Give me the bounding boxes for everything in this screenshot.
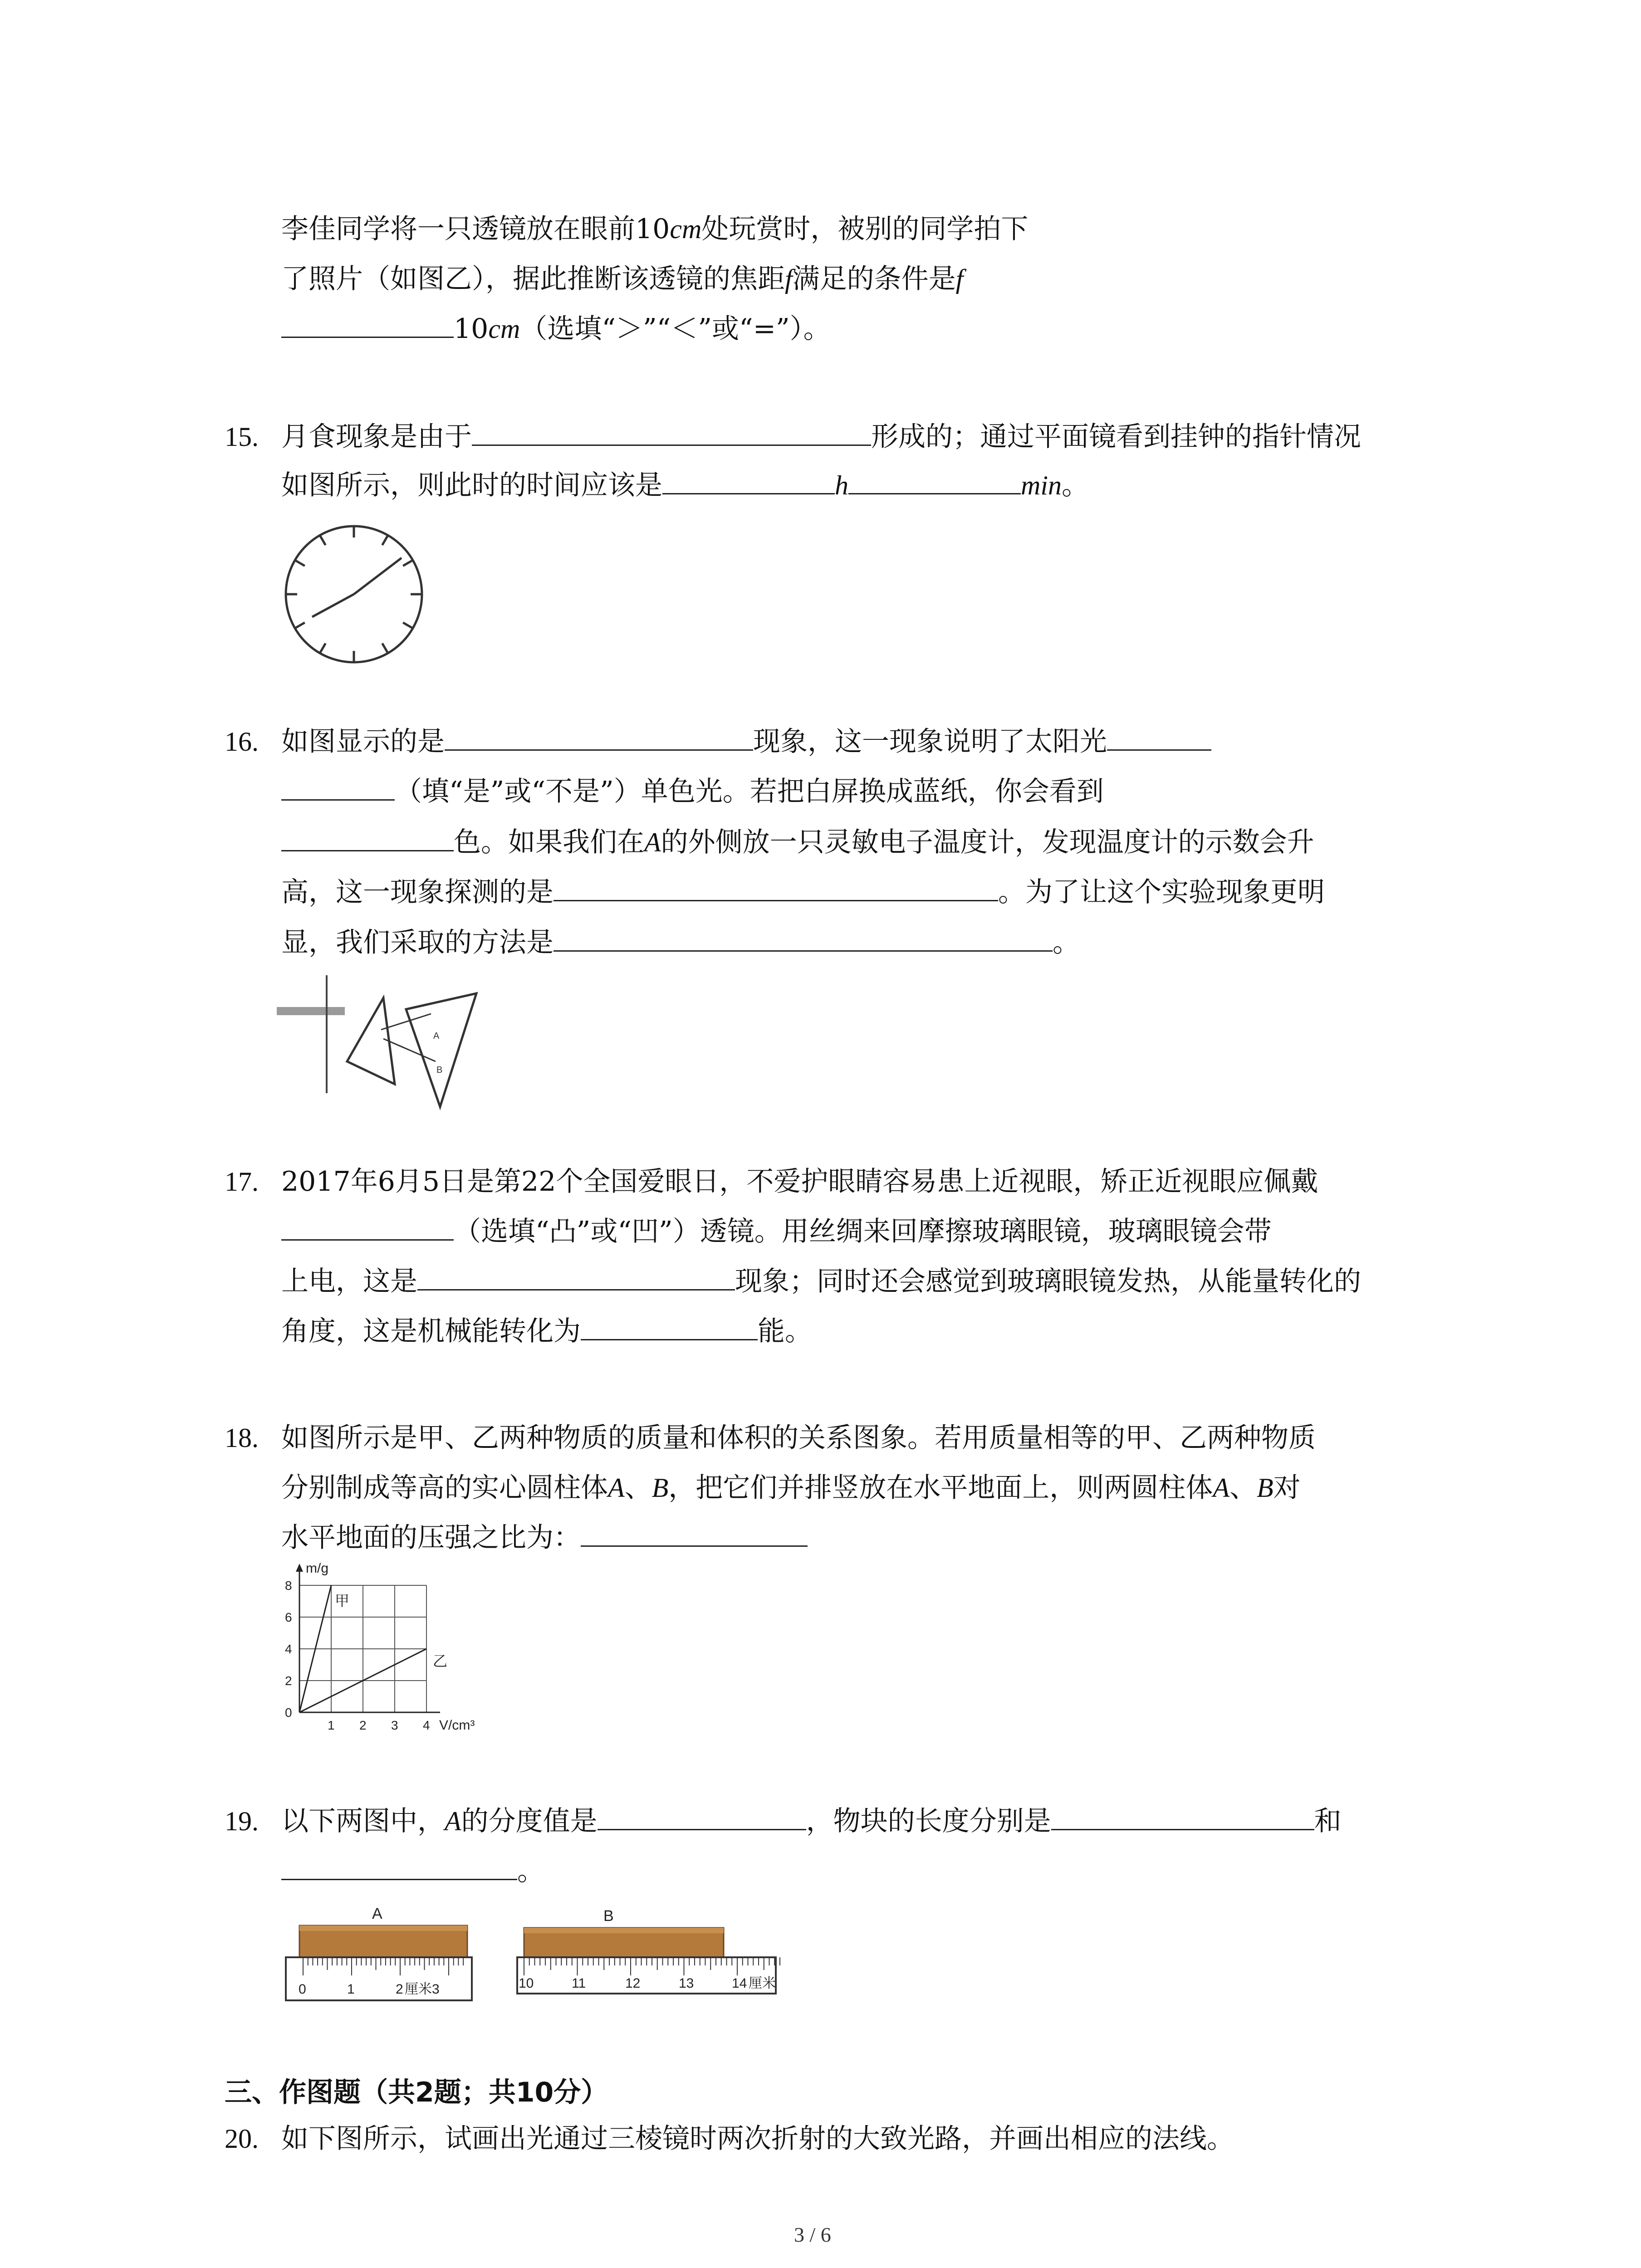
clock-tick xyxy=(382,643,388,653)
ruler-a-tick-2: 2 xyxy=(396,1982,403,1997)
series-label: 甲 xyxy=(335,1593,350,1609)
question-number: 16. xyxy=(225,727,259,757)
answer-blank[interactable] xyxy=(581,1541,808,1547)
clock-tick xyxy=(382,535,388,545)
q16-line4: 高，这一现象探测的是 。为了让这个实验现象更明 xyxy=(281,876,1325,908)
ruler-b-tick-10: 10 xyxy=(519,1976,534,1991)
clock-figure xyxy=(277,517,431,671)
answer-blank[interactable] xyxy=(554,946,1053,952)
y-axis-label: m/g xyxy=(306,1561,329,1576)
section-title: 三、作图题（共2题；共10分） xyxy=(225,2077,608,2108)
answer-blank[interactable] xyxy=(848,489,1021,494)
q14-line1: 李佳同学将一只透镜放在眼前10cm处玩赏时，被别的同学拍下 xyxy=(281,213,1029,245)
ruler-b-unit: 厘米 xyxy=(749,1976,776,1991)
x-tick-label: 3 xyxy=(391,1718,398,1732)
ruler-a-unit: 厘米3 xyxy=(405,1982,440,1997)
chart-grid xyxy=(299,1585,426,1712)
q18-line2: 分别制成等高的实心圆柱体A、B，把它们并排竖放在水平地面上，则两圆柱体A、B对 xyxy=(281,1472,1301,1504)
q20-line1: 如下图所示，试画出光通过三棱镜时两次折射的大致光路，并画出相应的法线。 xyxy=(281,2123,1234,2155)
clock-tick xyxy=(403,623,413,629)
q16-line3: 色。如果我们在A的外侧放一只灵敏电子温度计，发现温度计的示数会升 xyxy=(281,826,1314,858)
clock-hour-hand xyxy=(312,594,354,617)
answer-blank[interactable] xyxy=(581,1334,758,1340)
ruler-b-tick-13: 13 xyxy=(679,1976,694,1991)
y-tick-label: 6 xyxy=(285,1610,292,1624)
ruler-a-tick-0: 0 xyxy=(299,1982,306,1997)
page-number: 3 / 6 xyxy=(794,2223,831,2246)
clock-tick xyxy=(295,560,305,566)
q14-line2: 了照片（如图乙），据此推断该透镜的焦距f满足的条件是f xyxy=(281,263,964,295)
q14-line3: 10cm（选填“＞”“＜”或“=”）。 xyxy=(281,313,831,345)
ruler-a-label: A xyxy=(372,1905,382,1922)
q15-line1: 月食现象是由于 形成的；通过平面镜看到挂钟的指针情况 xyxy=(281,421,1361,453)
q18-line1: 如图所示是甲、乙两种物质的质量和体积的关系图象。若用质量相等的甲、乙两种物质 xyxy=(281,1422,1316,1454)
question-number: 20. xyxy=(225,2124,259,2154)
ruler-a-tick-1: 1 xyxy=(347,1982,355,1997)
q19-line1: 以下两图中，A的分度值是 ，物块的长度分别是 和 xyxy=(281,1805,1342,1837)
ruler-b-tick-11: 11 xyxy=(572,1976,586,1991)
clock-tick xyxy=(403,560,413,566)
label-A: A xyxy=(433,1031,440,1041)
answer-blank[interactable] xyxy=(281,1874,517,1880)
question-number: 19. xyxy=(225,1806,259,1836)
q17-line4: 角度，这是机械能转化为 能。 xyxy=(281,1315,812,1347)
x-tick-label: 4 xyxy=(423,1718,430,1732)
answer-blank[interactable] xyxy=(598,1824,806,1830)
q16-line5: 显，我们采取的方法是 。 xyxy=(281,927,1080,958)
answer-blank[interactable] xyxy=(554,895,998,901)
x-tick-label: 2 xyxy=(359,1718,367,1732)
series-label: 乙 xyxy=(433,1653,448,1669)
ray-upper xyxy=(381,1014,431,1030)
x-axis-label: V/cm³ xyxy=(439,1718,475,1733)
q18-line3: 水平地面的压强之比为： xyxy=(281,1522,808,1554)
clock-tick xyxy=(320,535,326,545)
answer-blank[interactable] xyxy=(281,846,454,851)
answer-blank[interactable] xyxy=(281,795,395,801)
q17-line1: 2017年6月5日是第22个全国爱眼日，不爱护眼睛容易患上近视眼，矫正近视眼应佩戴 xyxy=(281,1166,1318,1198)
clock-minute-hand xyxy=(354,558,402,594)
y-tick-label: 4 xyxy=(285,1642,292,1656)
y-tick-label: 0 xyxy=(285,1706,292,1720)
q15-line2: 如图所示，则此时的时间应该是 h min。 xyxy=(281,469,1089,501)
y-axis-arrow xyxy=(296,1564,303,1572)
answer-blank[interactable] xyxy=(472,440,871,446)
q17-line2: （选填“凸”或“凹”）透镜。用丝绸来回摩擦玻璃眼镜，玻璃眼镜会带 xyxy=(281,1216,1272,1247)
answer-blank[interactable] xyxy=(1107,745,1211,751)
mass-volume-chart xyxy=(272,1558,508,1758)
answer-blank[interactable] xyxy=(445,745,753,751)
answer-blank[interactable] xyxy=(281,1235,454,1241)
q19-line2: 。 xyxy=(281,1855,544,1887)
y-tick-label: 8 xyxy=(285,1579,292,1593)
answer-blank[interactable] xyxy=(281,332,454,338)
question-number: 18. xyxy=(225,1423,259,1453)
y-tick-label: 2 xyxy=(285,1674,292,1688)
ruler-b-label: B xyxy=(603,1907,614,1925)
clock-tick xyxy=(295,623,305,629)
ruler-a xyxy=(286,1905,472,2000)
q17-line3: 上电，这是 现象；同时还会感觉到玻璃眼镜发热，从能量转化的 xyxy=(281,1266,1361,1297)
dispersion-figure xyxy=(277,971,490,1116)
answer-blank[interactable] xyxy=(417,1285,735,1290)
ruler-b xyxy=(517,1907,780,1994)
q16-line1: 如图显示的是 现象，这一现象说明了太阳光 xyxy=(281,726,1211,758)
question-number: 17. xyxy=(225,1167,259,1197)
label-B: B xyxy=(436,1065,443,1075)
clock-tick xyxy=(320,643,326,653)
x-tick-label: 1 xyxy=(328,1718,335,1732)
white-screen xyxy=(406,993,476,1107)
light-beam xyxy=(277,1007,345,1015)
question-number: 15. xyxy=(225,422,259,452)
ruler-figure xyxy=(277,1901,798,2019)
q16-line2: （填“是”或“不是”）单色光。若把白屏换成蓝纸，你会看到 xyxy=(281,776,1104,807)
ruler-b-tick-12: 12 xyxy=(625,1976,641,1991)
ruler-b-tick-14: 14 xyxy=(732,1976,747,1991)
answer-blank[interactable] xyxy=(1051,1824,1314,1830)
answer-blank[interactable] xyxy=(662,489,835,494)
